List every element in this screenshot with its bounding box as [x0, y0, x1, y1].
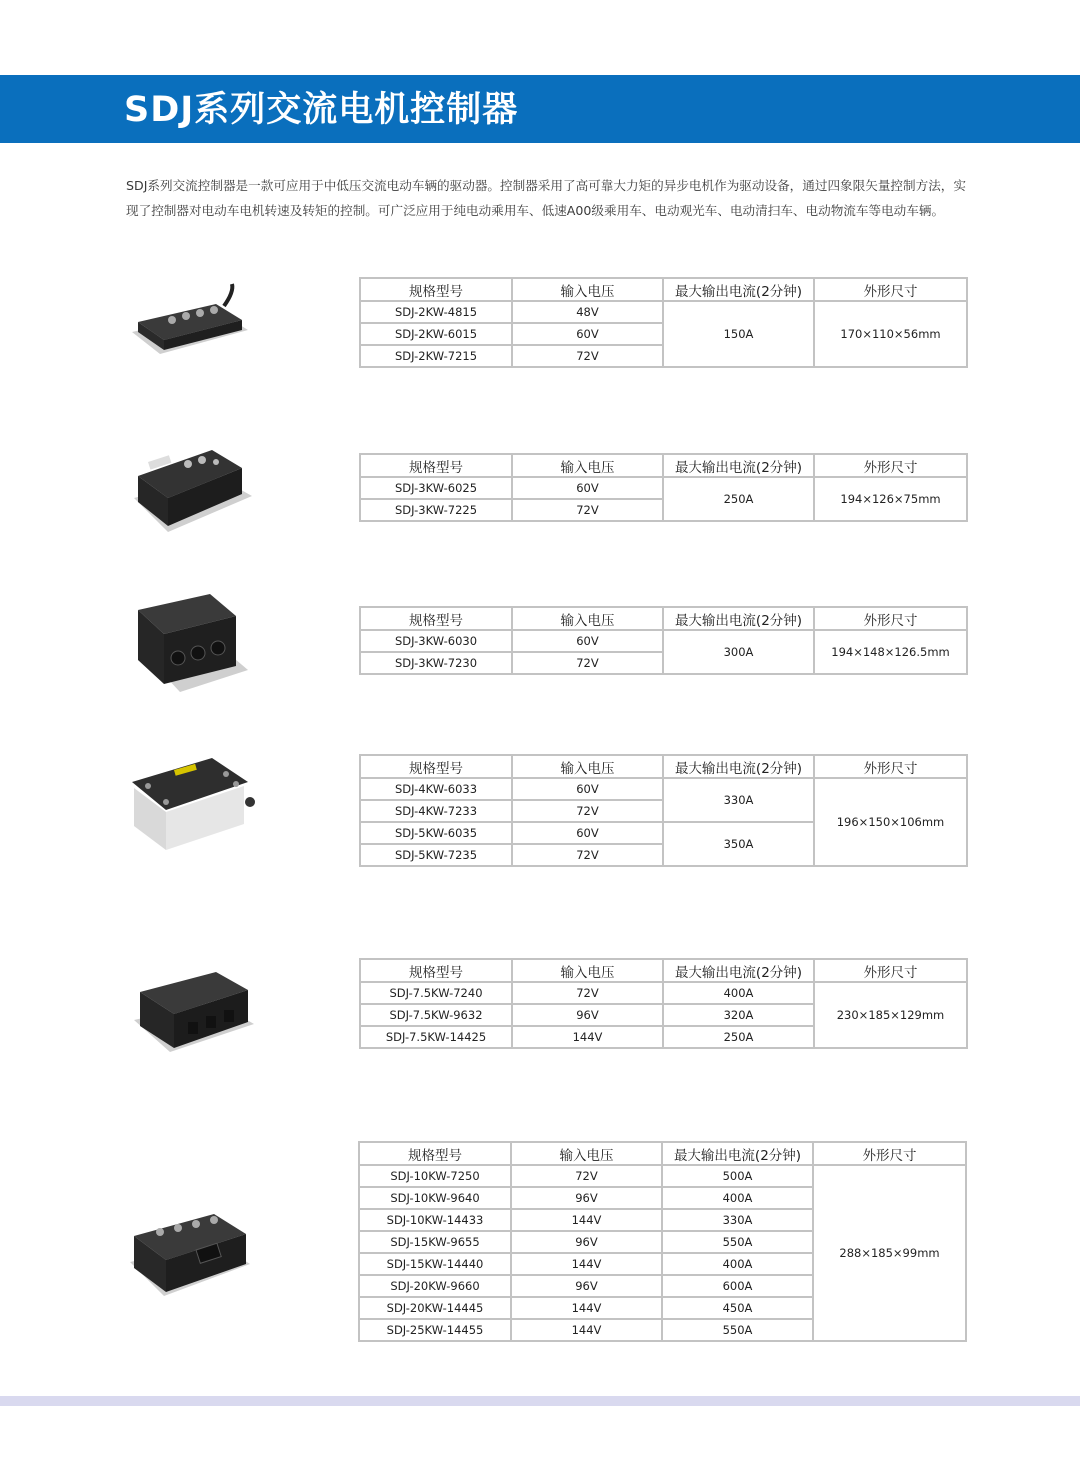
table-row — [360, 477, 967, 499]
spec-table-3 — [359, 606, 968, 675]
model-cell: SDJ-15KW-14440 — [359, 1253, 511, 1275]
voltage-cell: 48V — [512, 301, 663, 323]
table-header-row — [360, 755, 967, 778]
model-cell: SDJ-2KW-7215 — [360, 345, 512, 367]
voltage-cell: 144V — [511, 1319, 662, 1341]
header-model: 规格型号 — [360, 755, 512, 778]
header-model: 规格型号 — [360, 607, 512, 630]
voltage-cell: 72V — [512, 652, 663, 674]
voltage-cell: 72V — [511, 1165, 662, 1187]
current-cell: 550A — [662, 1319, 813, 1341]
voltage-cell: 72V — [512, 345, 663, 367]
controller-image-1 — [124, 282, 254, 362]
current-cell: 330A — [663, 778, 814, 822]
current-cell: 600A — [662, 1275, 813, 1297]
current-cell: 250A — [663, 1026, 814, 1048]
table-row — [360, 630, 967, 652]
current-cell: 300A — [663, 630, 814, 674]
table-row — [360, 301, 967, 323]
model-cell: SDJ-2KW-4815 — [360, 301, 512, 323]
bottom-divider — [0, 1396, 1080, 1406]
model-cell: SDJ-3KW-6030 — [360, 630, 512, 652]
voltage-cell: 96V — [511, 1231, 662, 1253]
header-model: 规格型号 — [360, 959, 512, 982]
model-cell: SDJ-20KW-14445 — [359, 1297, 511, 1319]
header-model: 规格型号 — [359, 1142, 511, 1165]
voltage-cell: 60V — [512, 630, 663, 652]
voltage-cell: 60V — [512, 323, 663, 345]
model-cell: SDJ-7.5KW-9632 — [360, 1004, 512, 1026]
current-cell: 250A — [663, 477, 814, 521]
current-cell: 550A — [662, 1231, 813, 1253]
current-cell: 400A — [663, 982, 814, 1004]
voltage-cell: 72V — [512, 499, 663, 521]
controller-image-4 — [126, 752, 256, 862]
model-cell: SDJ-10KW-9640 — [359, 1187, 511, 1209]
current-cell: 500A — [662, 1165, 813, 1187]
voltage-cell: 60V — [512, 778, 663, 800]
model-cell: SDJ-25KW-14455 — [359, 1319, 511, 1341]
header-voltage: 输入电压 — [512, 959, 663, 982]
size-cell: 170×110×56mm — [814, 301, 967, 367]
table-header-row — [360, 607, 967, 630]
current-cell: 400A — [662, 1187, 813, 1209]
controller-image-5 — [130, 968, 260, 1064]
voltage-cell: 144V — [511, 1297, 662, 1319]
spec-table-2 — [359, 453, 968, 522]
header-model: 规格型号 — [360, 454, 512, 477]
size-cell: 230×185×129mm — [814, 982, 967, 1048]
spec-table-6 — [358, 1141, 967, 1342]
header-voltage: 输入电压 — [512, 454, 663, 477]
voltage-cell: 60V — [512, 822, 663, 844]
model-cell: SDJ-15KW-9655 — [359, 1231, 511, 1253]
header-current: 最大输出电流(2分钟) — [663, 454, 814, 477]
current-cell: 150A — [663, 301, 814, 367]
table-row — [360, 778, 967, 800]
size-cell: 288×185×99mm — [813, 1165, 966, 1341]
header-current: 最大输出电流(2分钟) — [663, 959, 814, 982]
model-cell: SDJ-4KW-6033 — [360, 778, 512, 800]
voltage-cell: 72V — [512, 982, 663, 1004]
table-header-row — [359, 1142, 966, 1165]
header-model: 规格型号 — [360, 278, 512, 301]
size-cell: 196×150×106mm — [814, 778, 967, 866]
header-current: 最大输出电流(2分钟) — [663, 755, 814, 778]
voltage-cell: 60V — [512, 477, 663, 499]
voltage-cell: 96V — [512, 1004, 663, 1026]
table-header-row — [360, 454, 967, 477]
voltage-cell: 144V — [511, 1253, 662, 1275]
spec-table-4 — [359, 754, 968, 867]
header-current: 最大输出电流(2分钟) — [663, 278, 814, 301]
header-size: 外形尺寸 — [814, 959, 967, 982]
page-title: SDJ系列交流电机控制器 — [124, 90, 519, 130]
controller-image-3 — [124, 588, 254, 704]
controller-image-6 — [126, 1206, 256, 1310]
size-cell: 194×126×75mm — [814, 477, 967, 521]
header-size: 外形尺寸 — [814, 755, 967, 778]
intro-paragraph: SDJ系列交流控制器是一款可应用于中低压交流电动车辆的驱动器。控制器采用了高可靠大力矩的异步电机作为驱动设备，通过四象限矢量控制方法，实现了控制器对电动车电机转速及转矩的控制。可广泛应用于纯电动乘用车、低速A00级乘用车、电动观光车、电动清扫车、电动物流车等电动车辆。 — [126, 178, 966, 218]
model-cell: SDJ-20KW-9660 — [359, 1275, 511, 1297]
current-cell: 450A — [662, 1297, 813, 1319]
current-cell: 350A — [663, 822, 814, 866]
model-cell: SDJ-5KW-6035 — [360, 822, 512, 844]
voltage-cell: 144V — [511, 1209, 662, 1231]
model-cell: SDJ-4KW-7233 — [360, 800, 512, 822]
voltage-cell: 96V — [511, 1187, 662, 1209]
header-size: 外形尺寸 — [813, 1142, 966, 1165]
current-cell: 320A — [663, 1004, 814, 1026]
table-header-row — [360, 959, 967, 982]
controller-image-2 — [128, 436, 258, 540]
header-voltage: 输入电压 — [512, 278, 663, 301]
header-current: 最大输出电流(2分钟) — [663, 607, 814, 630]
header-size: 外形尺寸 — [814, 454, 967, 477]
model-cell: SDJ-3KW-7230 — [360, 652, 512, 674]
current-cell: 400A — [662, 1253, 813, 1275]
model-cell: SDJ-3KW-7225 — [360, 499, 512, 521]
model-cell: SDJ-10KW-14433 — [359, 1209, 511, 1231]
spec-table-1 — [359, 277, 968, 368]
spec-table-5 — [359, 958, 968, 1049]
model-cell: SDJ-10KW-7250 — [359, 1165, 511, 1187]
voltage-cell: 72V — [512, 844, 663, 866]
header-voltage: 输入电压 — [512, 607, 663, 630]
header-size: 外形尺寸 — [814, 607, 967, 630]
size-cell: 194×148×126.5mm — [814, 630, 967, 674]
model-cell: SDJ-3KW-6025 — [360, 477, 512, 499]
header-voltage: 输入电压 — [512, 755, 663, 778]
header-current: 最大输出电流(2分钟) — [662, 1142, 813, 1165]
model-cell: SDJ-5KW-7235 — [360, 844, 512, 866]
model-cell: SDJ-7.5KW-7240 — [360, 982, 512, 1004]
voltage-cell: 72V — [512, 800, 663, 822]
voltage-cell: 144V — [512, 1026, 663, 1048]
header-size: 外形尺寸 — [814, 278, 967, 301]
header-voltage: 输入电压 — [511, 1142, 662, 1165]
voltage-cell: 96V — [511, 1275, 662, 1297]
model-cell: SDJ-2KW-6015 — [360, 323, 512, 345]
table-row — [360, 982, 967, 1004]
title-banner — [0, 75, 1080, 143]
current-cell: 330A — [662, 1209, 813, 1231]
table-header-row — [360, 278, 967, 301]
model-cell: SDJ-7.5KW-14425 — [360, 1026, 512, 1048]
table-row — [359, 1165, 966, 1187]
